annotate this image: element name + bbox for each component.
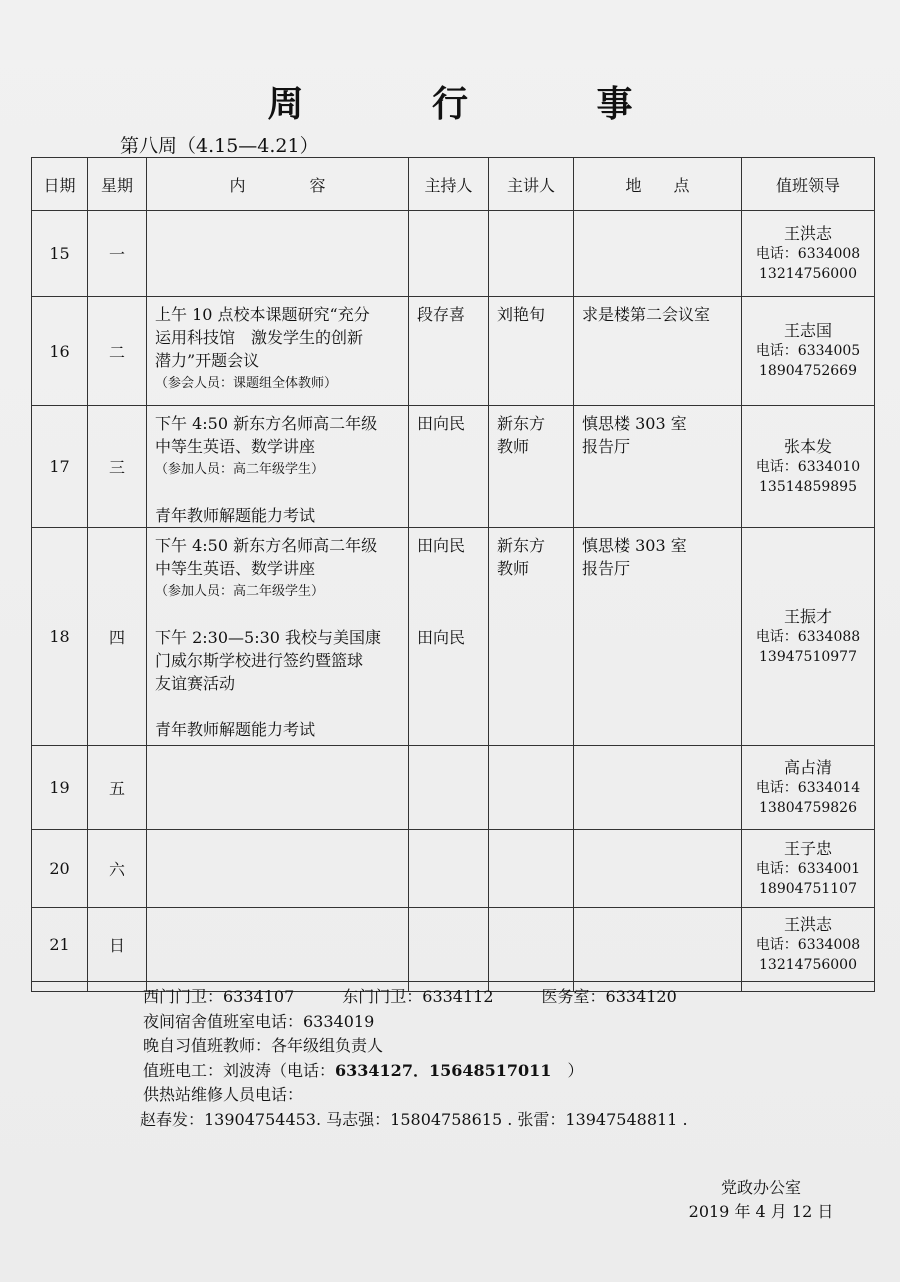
speaker-cell-line: 新东方 (497, 414, 546, 433)
speaker-cell (489, 908, 574, 982)
duty-leader-mobile: 13804759826 (759, 799, 857, 816)
content-line: （参加人员：高二年级学生） (155, 584, 325, 599)
duty-leader-name: 王洪志 (783, 223, 832, 243)
host-cell (409, 746, 489, 830)
speaker-cell-line: 刘艳旬 (497, 305, 546, 324)
speaker-cell (489, 297, 574, 406)
duty-leader-name: 王子忠 (783, 838, 832, 858)
duty-leader-name: 王洪志 (783, 914, 832, 934)
table-header-row (32, 158, 875, 211)
content-line (155, 481, 402, 504)
evening-study-duty: 晚自习值班教师：各年级组负责人 (143, 1036, 384, 1055)
duty-leader-name: 张本发 (783, 436, 832, 456)
host-cell (409, 830, 489, 908)
duty-leader-phone: 电话：6334088 (755, 628, 861, 645)
page-title: 周 行 事 (267, 84, 691, 125)
content-line: 潜力”开题会议 (155, 351, 260, 370)
location-cell (574, 528, 742, 746)
speaker-cell (489, 746, 574, 830)
content-cell (147, 211, 409, 297)
content-line: 友谊赛活动 (155, 674, 236, 693)
table-row (32, 908, 875, 982)
weekday-cell: 五 (88, 746, 147, 830)
content-line: （参加人员：高二年级学生） (155, 462, 325, 477)
duty-leader-cell (742, 746, 875, 830)
duty-leader-phone: 电话：6334008 (755, 936, 861, 953)
location-cell-line: 求是楼第二会议室 (582, 305, 711, 324)
header-duty-leader: 值班领导 (742, 158, 875, 211)
speaker-cell (489, 211, 574, 297)
content-line (155, 603, 402, 626)
duty-leader-mobile: 13214756000 (759, 956, 857, 973)
host-cell (409, 211, 489, 297)
duty-leader-mobile: 13947510977 (759, 648, 857, 665)
content-cell (147, 297, 409, 406)
heating-contacts: 赵春发：13904754453. 马志强：15804758615 . 张雷：13947548811 . (140, 1109, 688, 1129)
weekday-cell: 六 (88, 830, 147, 908)
content-line: 运用科技馆 激发学生的创新 (155, 328, 364, 347)
header-host: 主持人 (409, 158, 489, 211)
duty-leader-phone: 电话：6334005 (755, 343, 861, 359)
electrician-close: ） (567, 1060, 584, 1080)
date-cell: 15 (32, 211, 88, 297)
header-date: 日期 (32, 158, 88, 211)
host-cell (409, 908, 489, 982)
office-name: 党政办公室 (720, 1178, 801, 1197)
content-line: 青年教师解题能力考试 (155, 506, 316, 525)
west-gate-phone: 西门门卫：6334107 (143, 987, 295, 1006)
host-cell-line: 段存喜 (417, 305, 466, 324)
location-cell (574, 830, 742, 908)
duty-leader-mobile: 18904751107 (759, 880, 857, 897)
host-cell (409, 406, 489, 528)
strip-cell (88, 982, 147, 992)
duty-leader-phone: 电话：6334014 (755, 779, 861, 796)
strip-cell (742, 982, 875, 992)
date-cell: 19 (32, 746, 88, 830)
duty-leader-cell (742, 908, 875, 982)
location-cell-line: 报告厅 (582, 437, 631, 456)
content-line: 下午 4:50 新东方名师高二年级 (155, 414, 378, 433)
strip-cell (32, 982, 88, 992)
date-cell: 18 (32, 528, 88, 746)
date-cell: 16 (32, 297, 88, 406)
electrician-line (143, 1059, 688, 1084)
content-cell (147, 830, 409, 908)
duty-leader-cell (742, 211, 875, 297)
host-cell-line (417, 603, 480, 626)
content-line (155, 695, 402, 718)
weekday-cell: 三 (88, 406, 147, 528)
electrician-label: 值班电工：刘波涛（电话： (143, 1060, 336, 1080)
footer-contacts (140, 985, 688, 1132)
content-line: 下午 2:30—5:30 我校与美国康 (155, 628, 382, 647)
speaker-cell-line: 教师 (497, 559, 530, 578)
date-cell: 17 (32, 406, 88, 528)
host-cell-line: 田向民 (417, 414, 466, 433)
footer-gates-line (143, 985, 688, 1010)
content-line: 门威尔斯学校进行签约暨篮球 (155, 651, 364, 670)
location-cell-line: 慎思楼 303 室 (582, 414, 687, 433)
speaker-cell-line: 教师 (497, 437, 530, 456)
content-cell (147, 528, 409, 746)
host-cell-line: 田向民 (417, 536, 466, 555)
content-line: （参会人员：课题组全体教师） (155, 376, 338, 391)
location-cell-line: 慎思楼 303 室 (582, 536, 687, 555)
host-cell-line (417, 557, 480, 580)
host-cell-line (417, 580, 480, 603)
host-cell (409, 528, 489, 746)
duty-leader-cell (742, 528, 875, 746)
header-content: 内 容 (147, 158, 409, 211)
duty-leader-name: 王志国 (783, 321, 832, 340)
location-cell (574, 297, 742, 406)
location-cell (574, 746, 742, 830)
weekday-cell: 日 (88, 908, 147, 982)
duty-leader-mobile: 13514859895 (759, 478, 857, 495)
table-row (32, 830, 875, 908)
host-cell-line: 田向民 (417, 628, 466, 647)
week-label: 第八周（4.15—4.21） (120, 135, 319, 157)
content-cell (147, 908, 409, 982)
clinic-phone: 医务室：6334120 (541, 987, 677, 1006)
table-row (32, 746, 875, 830)
duty-leader-mobile: 18904752669 (759, 363, 857, 379)
schedule-table (31, 157, 875, 992)
night-dorm-phone: 夜间宿舍值班室电话：6334019 (143, 1011, 375, 1031)
content-line: 青年教师解题能力考试 (155, 720, 316, 739)
issue-date: 2019 年 4 月 12 日 (688, 1202, 834, 1221)
duty-leader-phone: 电话：6334010 (755, 458, 861, 475)
duty-leader-cell (742, 297, 875, 406)
table-row (32, 211, 875, 297)
duty-leader-cell (742, 406, 875, 528)
date-cell: 20 (32, 830, 88, 908)
duty-leader-name: 高占清 (783, 757, 832, 777)
electrician-phones: 6334127．15648517011 (335, 1060, 552, 1080)
speaker-cell-line: 新东方 (497, 536, 546, 555)
weekday-cell: 四 (88, 528, 147, 746)
speaker-cell (489, 830, 574, 908)
duty-leader-phone: 电话：6334001 (755, 860, 861, 877)
east-gate-phone: 东门门卫：6334112 (342, 987, 494, 1006)
header-location: 地 点 (574, 158, 742, 211)
duty-leader-name: 王振才 (783, 606, 832, 626)
heating-title: 供热站维修人员电话： (143, 1085, 304, 1104)
content-cell (147, 406, 409, 528)
speaker-cell (489, 528, 574, 746)
content-line: 上午 10 点校本课题研究“充分 (155, 305, 370, 324)
speaker-cell (489, 406, 574, 528)
header-weekday: 星期 (88, 158, 147, 211)
table-row (32, 406, 875, 528)
content-line: 下午 4:50 新东方名师高二年级 (155, 536, 378, 555)
weekday-cell: 二 (88, 297, 147, 406)
header-speaker: 主讲人 (489, 158, 574, 211)
date-cell: 21 (32, 908, 88, 982)
table-row (32, 297, 875, 406)
content-line: 中等生英语、数学讲座 (155, 559, 316, 578)
duty-leader-cell (742, 830, 875, 908)
signature-block (676, 1176, 846, 1224)
host-cell (409, 297, 489, 406)
location-cell-line: 报告厅 (582, 559, 631, 578)
duty-leader-mobile: 13214756000 (759, 265, 857, 282)
table-row (32, 528, 875, 746)
weekday-cell: 一 (88, 211, 147, 297)
duty-leader-phone: 电话：6334008 (755, 245, 861, 262)
content-cell (147, 746, 409, 830)
location-cell (574, 908, 742, 982)
content-line: 中等生英语、数学讲座 (155, 437, 316, 456)
location-cell (574, 211, 742, 297)
location-cell (574, 406, 742, 528)
